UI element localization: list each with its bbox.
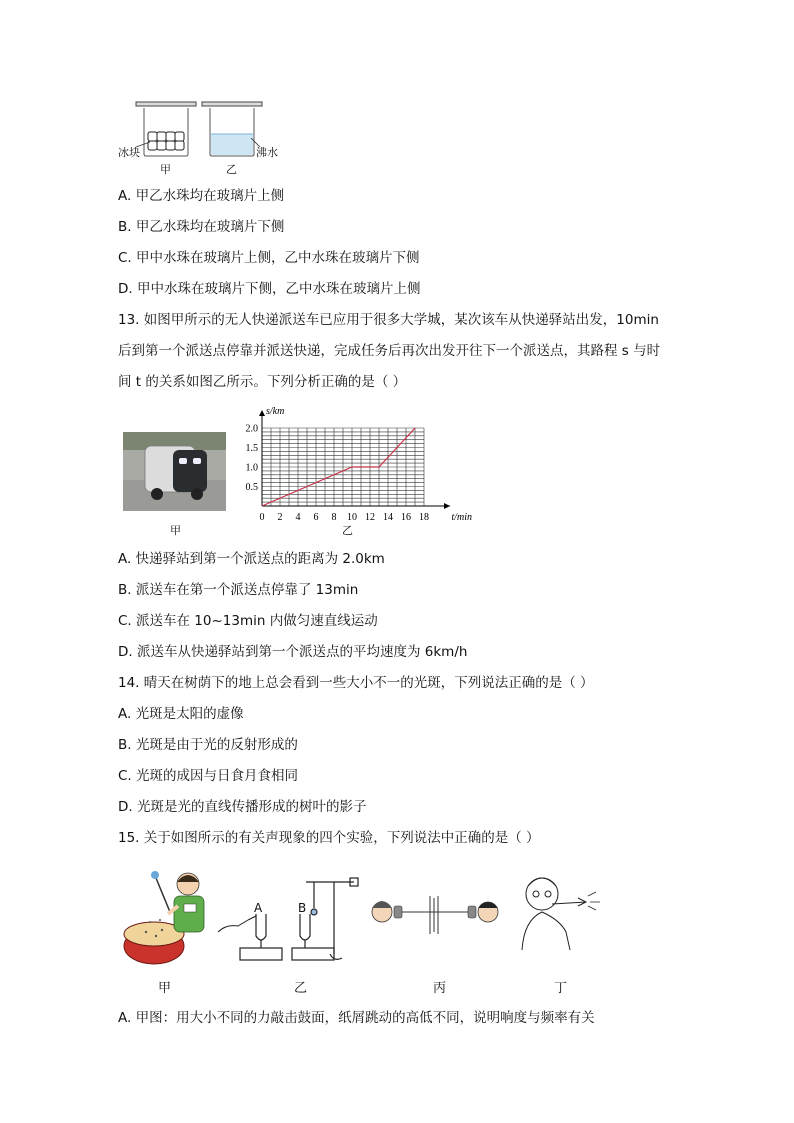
ice-label: 冰块 (118, 146, 140, 159)
fork-b-label: B (298, 901, 307, 915)
q12-option-b: B. 甲乙水珠均在玻璃片下侧 (118, 219, 285, 235)
q14-option-b: B. 光斑是由于光的反射形成的 (118, 737, 298, 753)
q12-option-a: A. 甲乙水珠均在玻璃片上侧 (118, 188, 285, 204)
boiling-water-label: 沸水 (256, 146, 278, 159)
delivery-vehicle-photo (123, 432, 226, 511)
q12-option-d: D. 甲中水珠在玻璃片下侧，乙中水珠在玻璃片上侧 (118, 281, 421, 297)
q15-stem: 15. 关于如图所示的有关声现象的四个实验，下列说法中正确的是（ ） (118, 830, 540, 846)
drum-experiment-figure (122, 866, 212, 968)
fig15-label-bing: 丙 (433, 981, 447, 996)
x-axis-label: t/min (451, 512, 472, 523)
q14-option-a: A. 光斑是太阳的虚像 (118, 706, 244, 722)
x-tick-label: 12 (365, 512, 375, 523)
q13-option-d: D. 派送车从快递驿站到第一个派送点的平均速度为 6km/h (118, 644, 468, 660)
x-tick-label: 18 (419, 512, 429, 523)
tuning-fork-figure (208, 872, 368, 968)
chart-label-yi: 乙 (342, 524, 353, 537)
x-tick-label: 16 (401, 512, 411, 523)
chart-svg (234, 404, 474, 538)
distance-time-chart (234, 404, 474, 538)
q13-stem-line-2: 后到第一个派送点停靠并派送快递，完成任务后再次出发开往下一个派送点，其路程 s 与时 (118, 343, 661, 359)
x-tick-label: 8 (331, 512, 337, 523)
beaker-figure (118, 98, 288, 178)
y-tick-label: 2.0 (245, 423, 258, 435)
q13-option-b: B. 派送车在第一个派送点停靠了 13min (118, 582, 359, 598)
q12-option-c: C. 甲中水珠在玻璃片上侧，乙中水珠在玻璃片下侧 (118, 250, 420, 266)
x-tick-label: 14 (383, 512, 393, 523)
figure-label-yi: 乙 (226, 163, 237, 176)
x-tick-label: 10 (347, 512, 357, 523)
q13-stem-line-1: 13. 如图甲所示的无人快递派送车已应用于很多大学城，某次该车从快递驿站出发，10min (118, 312, 659, 328)
q14-stem: 14. 晴天在树荫下的地上总会看到一些大小不一的光斑，下列说法正确的是（ ） (118, 675, 594, 691)
y-axis-arrow (259, 410, 265, 416)
figure-label-jia: 甲 (160, 163, 171, 176)
fig15-label-ding: 丁 (554, 981, 568, 996)
string-telephone-figure (368, 890, 508, 940)
fig15-label-yi: 乙 (294, 981, 308, 996)
y-tick-label: 1.5 (245, 443, 258, 454)
q14-option-c: C. 光斑的成因与日食月食相同 (118, 768, 299, 784)
fork-a-label: A (254, 901, 263, 915)
y-axis-label: s/km (266, 406, 285, 417)
comb-experiment-figure (508, 872, 604, 952)
q14-option-d: D. 光斑是光的直线传播形成的树叶的影子 (118, 799, 367, 815)
q13-option-a: A. 快递驿站到第一个派送点的距离为 2.0km (118, 551, 385, 567)
x-axis-arrow (444, 503, 450, 509)
y-tick-label: 1.0 (245, 462, 258, 474)
q13-stem-line-3: 间 t 的关系如图乙所示。下列分析正确的是（ ） (118, 374, 407, 390)
q15-option-a: A. 甲图：用大小不同的力敲击鼓面，纸屑跳动的高低不同，说明响度与频率有关 (118, 1010, 595, 1026)
x-tick-label: 0 (259, 512, 265, 523)
y-tick-label: 0.5 (245, 482, 258, 493)
x-tick-label: 4 (295, 512, 301, 523)
x-tick-label: 2 (277, 512, 283, 523)
x-tick-label: 6 (313, 512, 319, 523)
photo-label-jia: 甲 (170, 524, 181, 537)
fig15-label-jia: 甲 (158, 981, 172, 996)
q13-option-c: C. 派送车在 10~13min 内做匀速直线运动 (118, 613, 378, 629)
